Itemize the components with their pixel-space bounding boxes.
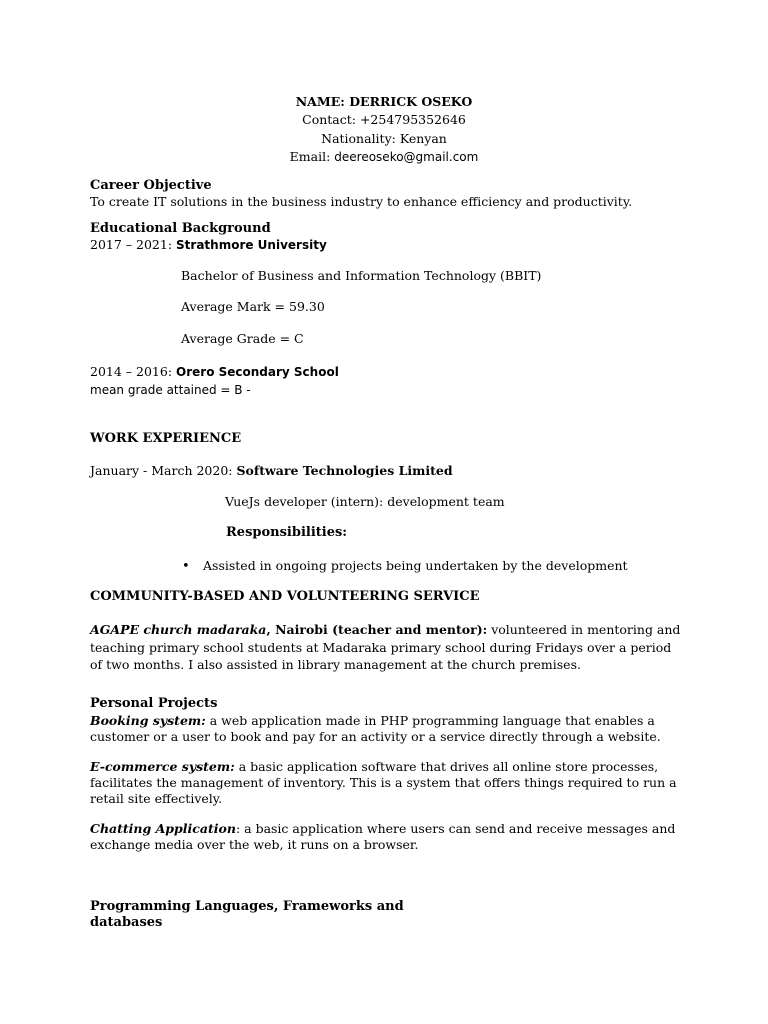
resume-name: NAME: DERRICK OSEKO xyxy=(295,94,473,109)
community-text: volunteered in mentoring and xyxy=(487,622,681,637)
nationality-line: Nationality: Kenyan xyxy=(321,131,447,146)
project-text: a basic application software that drives all online store processes, xyxy=(234,759,659,774)
community-line-1 xyxy=(90,621,680,638)
project-title: E-commerce system: xyxy=(90,759,235,774)
email-line xyxy=(0,148,768,166)
contact-line: Contact: +254795352646 xyxy=(302,112,466,127)
skills-heading-line-2: databases xyxy=(90,915,163,930)
email-label: Email: xyxy=(289,149,335,164)
work-entry xyxy=(90,462,453,479)
community-line-2: teaching primary school students at Madaraka primary school during Fridays over a period xyxy=(90,640,672,655)
community-heading: COMMUNITY-BASED AND VOLUNTEERING SERVICE xyxy=(90,589,480,604)
community-line-3: of two months. I also assisted in library management at the church premises. xyxy=(90,657,581,672)
bullet-dot-icon: • xyxy=(182,559,190,574)
project-title: Booking system: xyxy=(90,713,206,728)
community-role: , Nairobi (teacher and mentor): xyxy=(266,622,488,637)
work-role: VueJs developer (intern): development team xyxy=(225,494,505,509)
education-heading: Educational Background xyxy=(90,221,271,236)
responsibilities-heading: Responsibilities: xyxy=(226,525,348,540)
skills-heading-line-1: Programming Languages, Frameworks and xyxy=(90,899,404,914)
education-school: Strathmore University xyxy=(176,238,327,252)
career-objective-text: To create IT solutions in the business industry to enhance efficiency and productivity. xyxy=(90,194,633,209)
education-entry-2 xyxy=(90,363,339,381)
education-entry-1 xyxy=(90,236,327,254)
project-booking-line-1 xyxy=(90,712,655,729)
education-course: Bachelor of Business and Information Technology (BBIT) xyxy=(181,268,542,283)
education-period: 2014 – 2016: xyxy=(90,364,173,379)
education-period: 2017 – 2021: xyxy=(90,237,173,252)
education-school: Orero Secondary School xyxy=(176,365,339,379)
career-objective-heading: Career Objective xyxy=(90,178,212,193)
community-organisation: AGAPE church madaraka xyxy=(90,622,267,637)
project-chat-line-1 xyxy=(90,820,675,837)
project-text: a web application made in PHP programming language that enables a xyxy=(205,713,655,728)
projects-heading: Personal Projects xyxy=(90,696,218,711)
responsibility-item: Assisted in ongoing projects being undertaken by the development xyxy=(203,558,628,573)
project-ecommerce-line-1 xyxy=(90,758,658,775)
education-average-mark: Average Mark = 59.30 xyxy=(181,299,325,314)
project-ecommerce-line-2: facilitates the management of inventory. This is a system that offers things required to run a xyxy=(90,775,677,790)
education-mean-grade: mean grade attained = B - xyxy=(90,383,251,397)
education-average-grade: Average Grade = C xyxy=(181,331,304,346)
project-chat-line-2: exchange media over the web, it runs on a browser. xyxy=(90,837,419,852)
email-address: deereoseko@gmail.com xyxy=(334,150,479,164)
project-title: Chatting Application xyxy=(90,821,236,836)
project-text: : a basic application where users can send and receive messages and xyxy=(235,821,676,836)
project-ecommerce-line-3: retail site effectively. xyxy=(90,791,223,806)
work-experience-heading: WORK EXPERIENCE xyxy=(90,431,242,446)
work-company: Software Technologies Limited xyxy=(236,463,453,478)
work-period: January - March 2020: xyxy=(90,463,237,478)
project-booking-line-2: customer or a user to book and pay for an activity or a service directly through a website. xyxy=(90,729,661,744)
